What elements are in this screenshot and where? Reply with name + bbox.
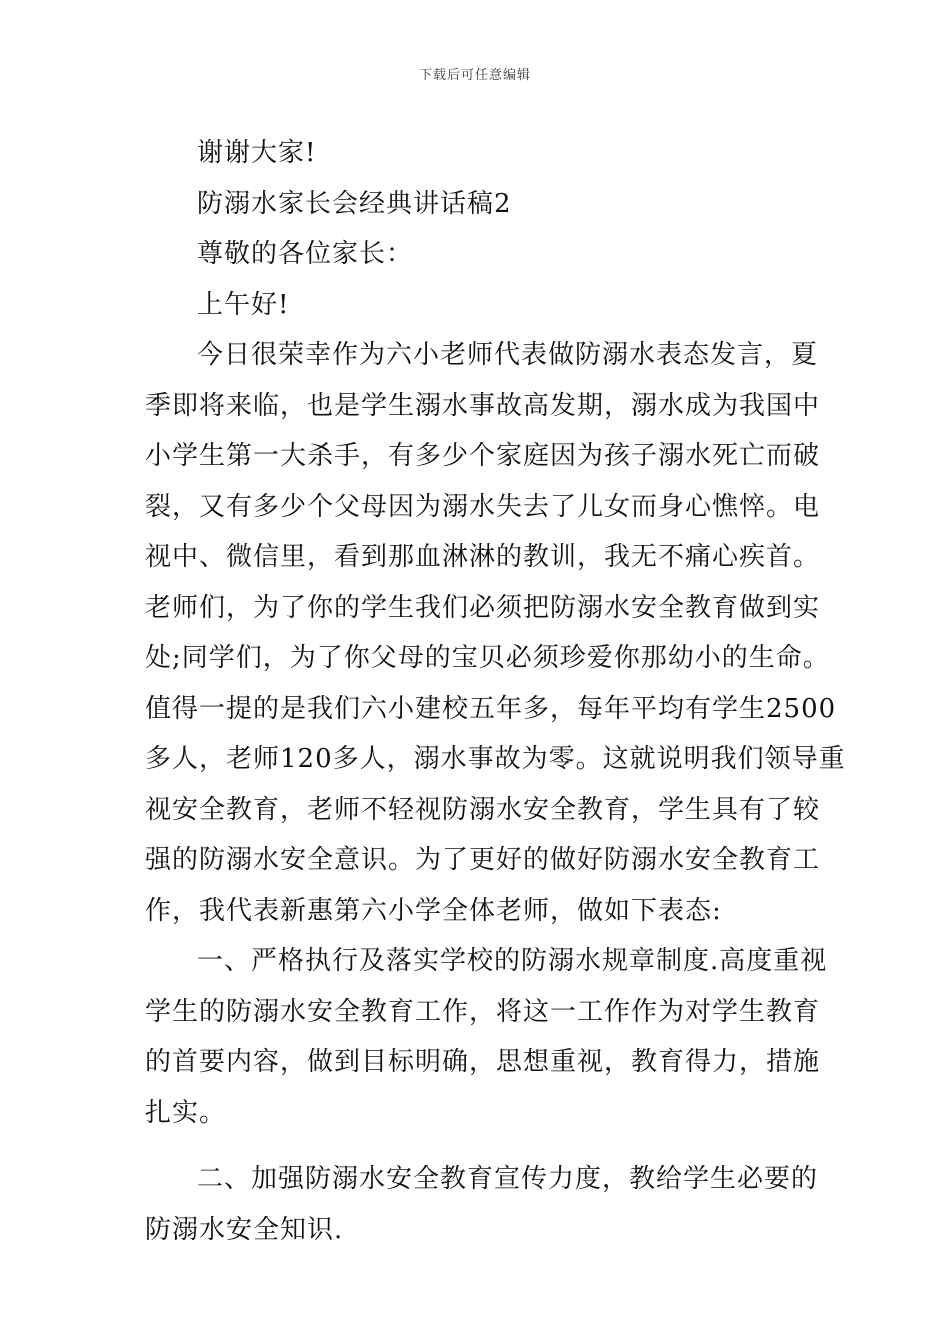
page-header-note: 下载后可任意编辑 [418, 68, 531, 83]
paragraph-line: 老师们，为了你的学生我们必须把防溺水安全教育做到实 [145, 592, 821, 623]
greeting: 上午好! [197, 289, 290, 320]
point-two-line: 二、加强防溺水安全教育宣传力度，教给学生必要的 [197, 1164, 819, 1194]
paragraph-line: 值得一提的是我们六小建校五年多，每年平均有学生2500 [145, 693, 837, 724]
point-one-line: 扎实。 [145, 1097, 227, 1128]
paragraph-line: 作，我代表新惠第六小学全体老师，做如下表态: [145, 895, 722, 926]
point-one-line: 学生的防溺水安全教育工作，将这一工作作为对学生教育 [145, 996, 821, 1027]
paragraph-line: 今日很荣幸作为六小老师代表做防溺水表态发言，夏 [197, 340, 819, 370]
paragraph-line: 小学生第一大杀手，有多少个家庭因为孩子溺水死亡而破 [145, 441, 821, 471]
point-two-line: 防溺水安全知识. [145, 1214, 344, 1245]
paragraph-gap [145, 1138, 807, 1154]
point-one-line: 的首要内容，做到目标明确，思想重视，教育得力，措施 [145, 1047, 821, 1077]
paragraph-line: 强的防溺水安全意识。为了更好的做好防溺水安全教育工 [145, 845, 821, 875]
salutation: 尊敬的各位家长： [197, 239, 414, 269]
paragraph-line: 裂，又有多少个父母因为溺水失去了儿女而身心憔悴。电 [145, 491, 821, 522]
closing-thanks: 谢谢大家! [197, 138, 317, 168]
speech-title: 防溺水家长会经典讲话稿2 [197, 188, 512, 219]
paragraph-line: 多人，老师120多人，溺水事故为零。这就说明我们领导重 [145, 744, 846, 774]
point-one-line: 一、严格执行及落实学校的防溺水规章制度.高度重视 [197, 946, 828, 976]
paragraph-line: 处;同学们，为了你父母的宝贝必须珍爱你那幼小的生命。 [145, 643, 830, 673]
paragraph-line: 视中、微信里，看到那血淋淋的教训，我无不痛心疾首。 [145, 542, 821, 572]
document-body [145, 128, 846, 1255]
paragraph-line: 季即将来临，也是学生溺水事故高发期，溺水成为我国中 [145, 390, 821, 421]
paragraph-line: 视安全教育，老师不轻视防溺水安全教育，学生具有了较 [145, 794, 821, 825]
